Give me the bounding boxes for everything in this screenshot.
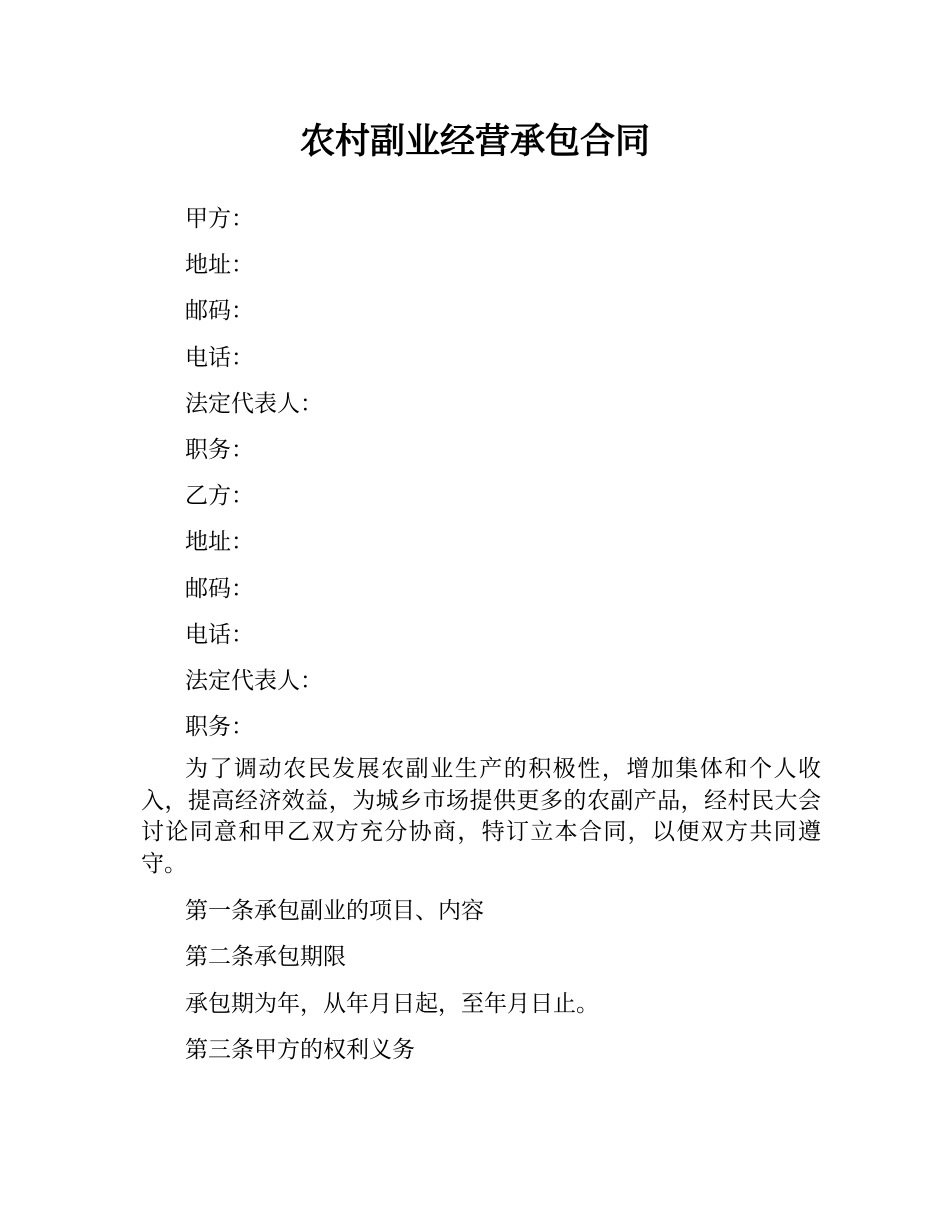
party-a-representative-label: 法定代表人： [185, 390, 323, 417]
party-a-position-label: 职务： [185, 436, 254, 463]
party-b-position-label: 职务： [185, 714, 254, 741]
party-b-representative-label: 法定代表人： [185, 667, 323, 694]
article-2-heading: 第二条承包期限 [185, 944, 346, 971]
article-2-text: 承包期为年，从年月日起，至年月日止。 [185, 990, 599, 1017]
article-3-heading: 第三条甲方的权利义务 [185, 1036, 415, 1063]
party-b-postcode-label: 邮码： [185, 575, 254, 602]
preamble-paragraph: 为了调动农民发展农副业生产的积极性，增加集体和个人收入，提高经济效益，为城乡市场提供更多的农副产品，经村民大会讨论同意和甲乙双方充分协商，特订立本合同，以便双方共同遵守。 [141, 756, 821, 877]
party-a-name-label: 甲方： [185, 206, 254, 232]
document-body [141, 200, 821, 1077]
party-a-phone-label: 电话： [185, 344, 254, 371]
article-1-heading: 第一条承包副业的项目、内容 [185, 898, 484, 925]
party-b-name-label: 乙方： [185, 483, 254, 510]
party-a-address-label: 地址： [185, 252, 254, 279]
party-b-phone-label: 电话： [185, 621, 254, 648]
party-b-address-label: 地址： [185, 529, 254, 556]
party-a-postcode-label: 邮码： [185, 298, 254, 325]
document-title: 农村副业经营承包合同 [299, 122, 650, 162]
